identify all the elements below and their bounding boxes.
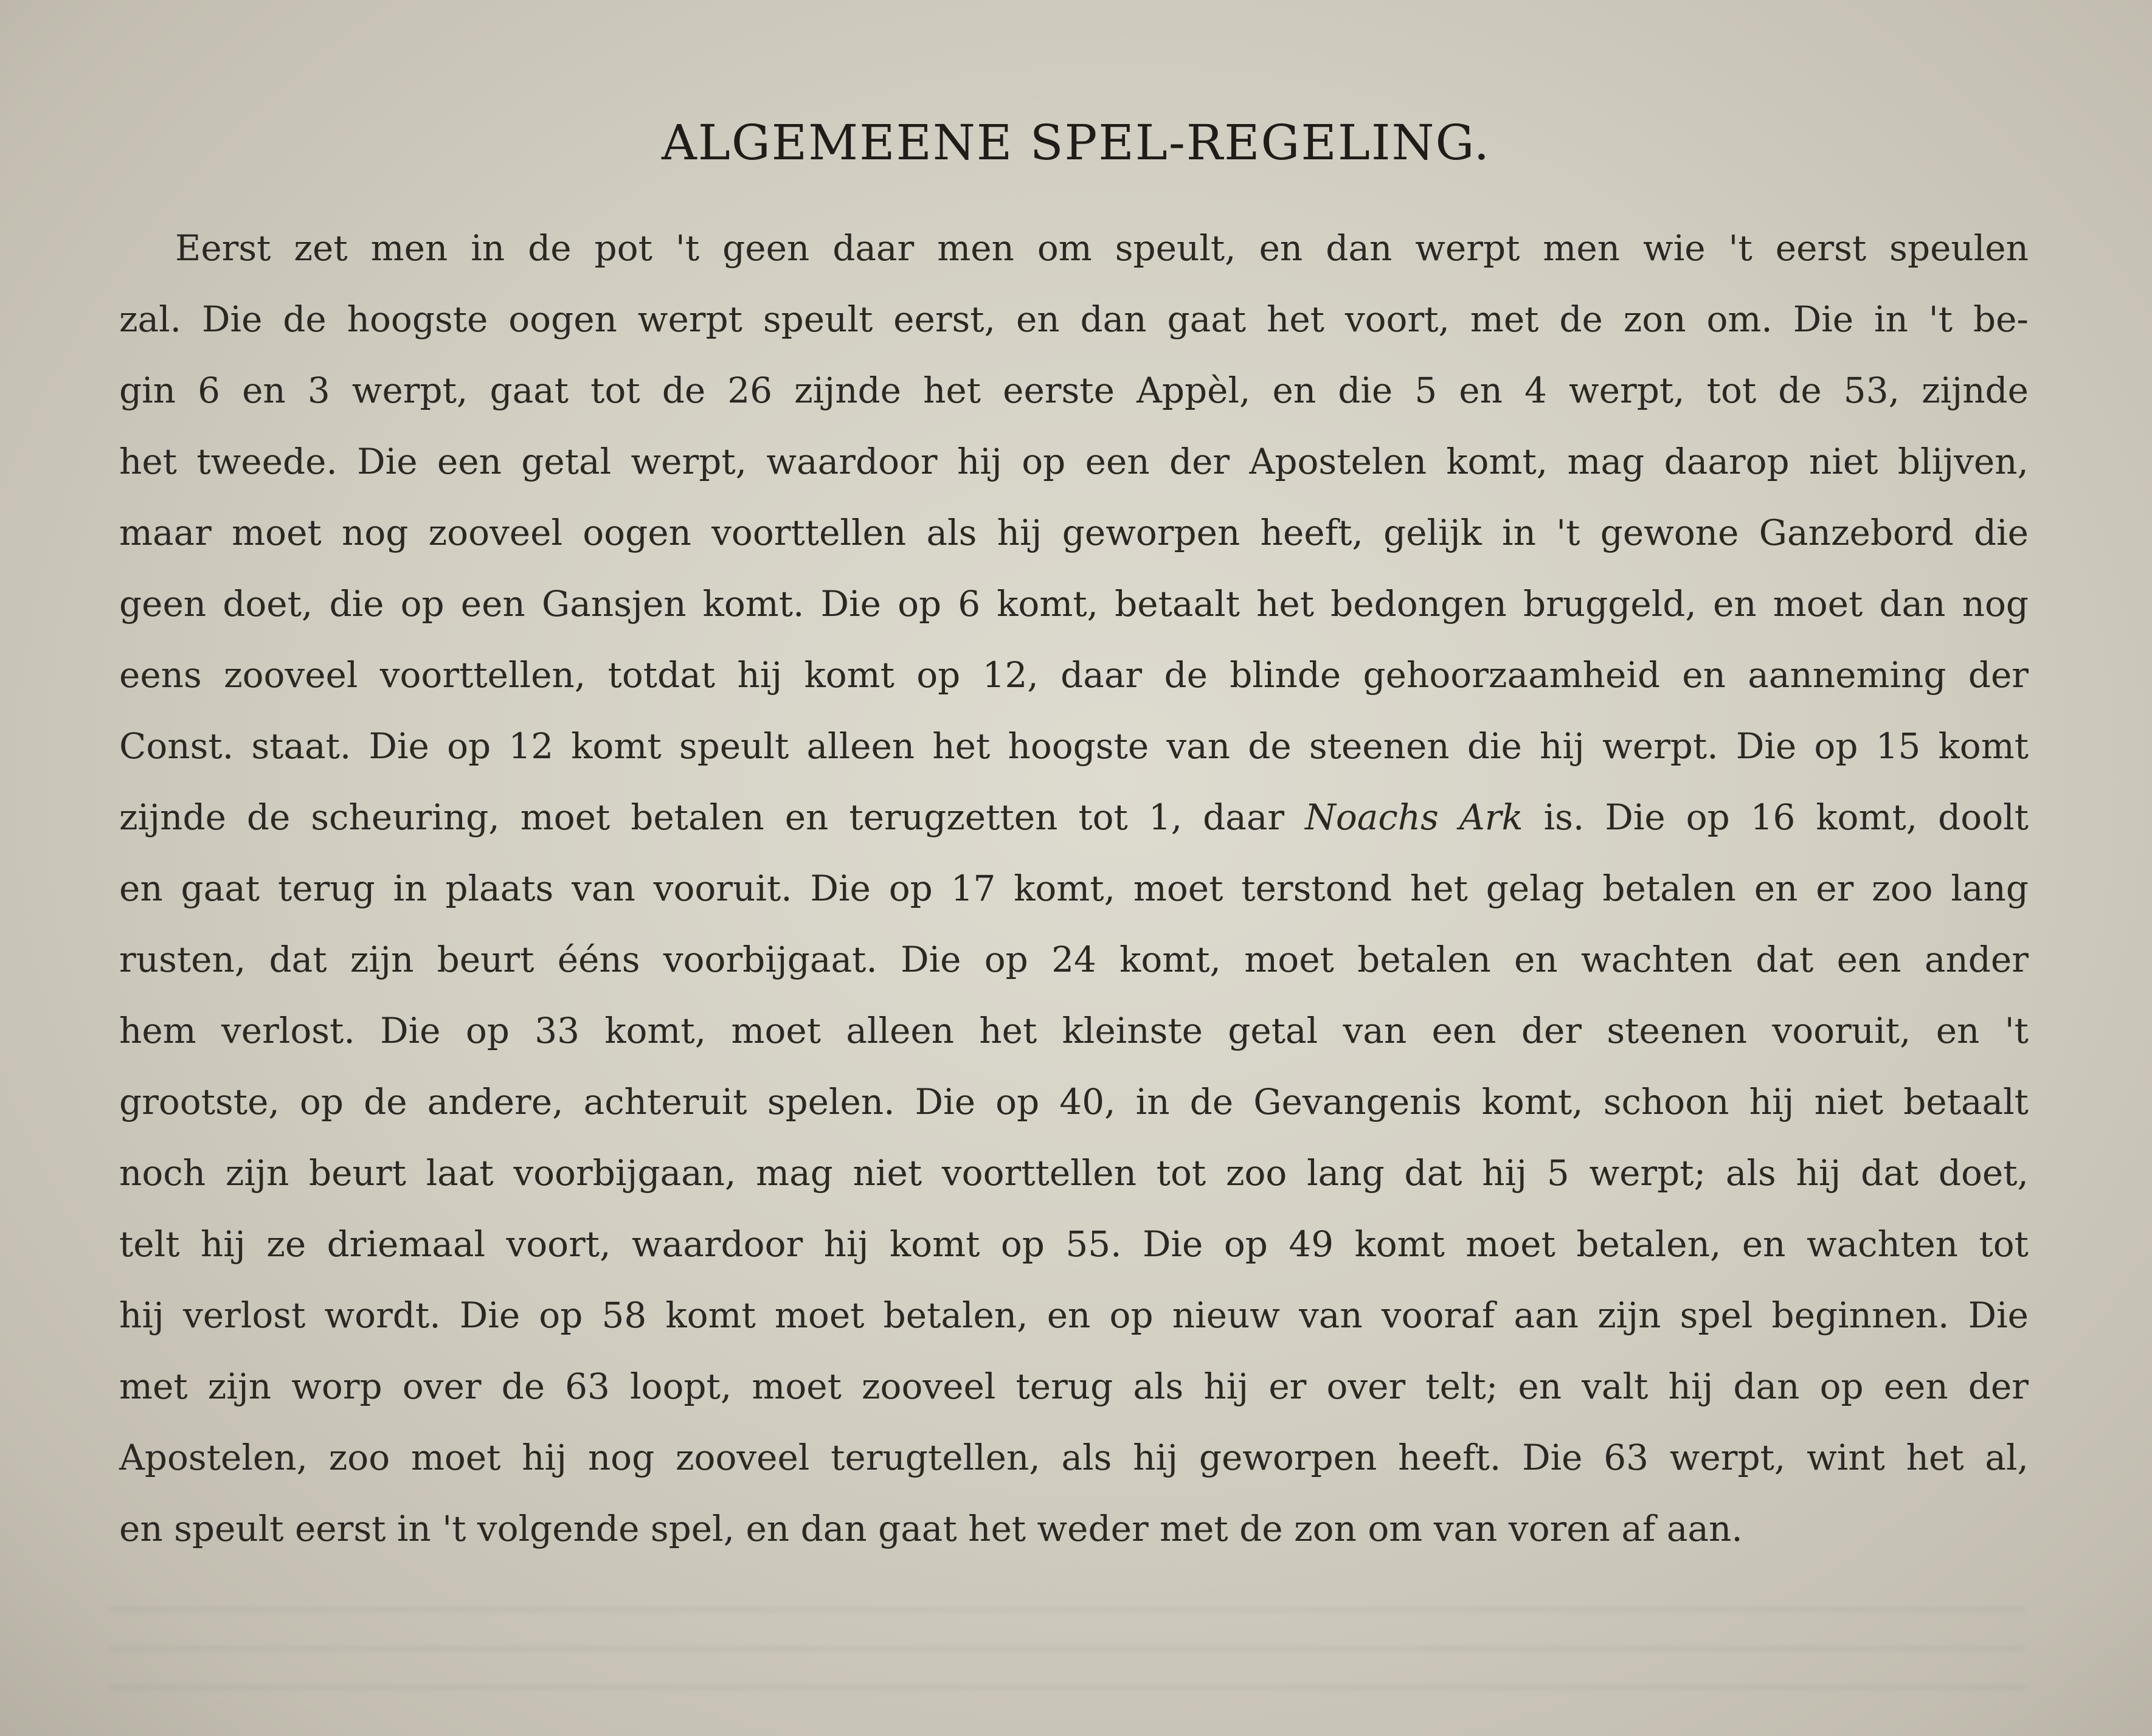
text-line: grootste, op de andere, achteruit spelen. Die op 40, in de Gevangenis komt, schoon hij niet betaalt bbox=[119, 1081, 2029, 1122]
text-line: en speult eerst in 't volgende spel, en dan gaat het weder met de zon om van voren af aan. bbox=[119, 1508, 1743, 1549]
text-line: hij verlost wordt. Die op 58 komt moet betalen, en op nieuw van vooraf aan zijn spel beginnen. Die bbox=[119, 1295, 2029, 1336]
text-line: eens zooveel voorttellen, totdat hij komt op 12, daar de blinde gehoorzaamheid en aanneming der bbox=[119, 654, 2029, 696]
text-line: maar moet nog zooveel oogen voorttellen als hij geworpen heeft, gelijk in 't gewone Ganzebord die bbox=[119, 512, 2029, 553]
page-title: ALGEMEENE SPEL-REGELING. bbox=[661, 114, 1491, 171]
text-line: en gaat terug in plaats van vooruit. Die op 17 komt, moet terstond het gelag betalen en er zoo lang bbox=[119, 868, 2029, 909]
rules-paragraph bbox=[119, 219, 2029, 1571]
text-line: Apostelen, zoo moet hij nog zooveel terugtellen, als hij geworpen heeft. Die 63 werpt, wint het al, bbox=[119, 1437, 2029, 1478]
show-through-text bbox=[109, 1575, 2025, 1721]
text-line: het tweede. Die een getal werpt, waardoor hij op een der Apostelen komt, mag daarop niet blijven, bbox=[119, 441, 2029, 482]
text-run: zijnde de scheuring, moet betalen en terugzetten tot 1, daar bbox=[119, 797, 1306, 838]
text-line: noch zijn beurt laat voorbijgaan, mag niet voorttellen tot zoo lang dat hij 5 werpt; als hij dat doet, bbox=[119, 1152, 2029, 1194]
text-line: met zijn worp over de 63 loopt, moet zooveel terug als hij er over telt; en valt hij dan op een der bbox=[119, 1366, 2029, 1407]
text-line: zal. Die de hoogste oogen werpt speult eerst, en dan gaat het voort, met de zon om. Die in 't be- bbox=[119, 299, 2029, 340]
italic-ship-name: Noachs Ark bbox=[1305, 797, 1523, 838]
text-line: telt hij ze driemaal voort, waardoor hij komt op 55. Die op 49 komt moet betalen, en wachten tot bbox=[119, 1223, 2029, 1265]
text-line: geen doet, die op een Gansjen komt. Die op 6 komt, betaalt het bedongen bruggeld, en moet dan nog bbox=[119, 583, 2029, 624]
text-line: Eerst zet men in de pot 't geen daar men om speult, en dan werpt men wie 't eerst speulen bbox=[175, 227, 2029, 269]
text-line bbox=[119, 788, 2029, 859]
text-line: gin 6 en 3 werpt, gaat tot de 26 zijnde het eerste Appèl, en die 5 en 4 werpt, tot de 53, zijnde bbox=[119, 370, 2029, 411]
text-line: hem verlost. Die op 33 komt, moet alleen het kleinste getal van een der steenen vooruit, en 't bbox=[119, 1010, 2029, 1051]
text-line: rusten, dat zijn beurt ééns voorbijgaat. Die op 24 komt, moet betalen en wachten dat een ander bbox=[119, 939, 2029, 980]
text-line: Const. staat. Die op 12 komt speult alleen het hoogste van de steenen die hij werpt. Die op 15 komt bbox=[119, 725, 2029, 767]
text-run: is. Die op 16 komt, doolt bbox=[1523, 797, 2029, 838]
